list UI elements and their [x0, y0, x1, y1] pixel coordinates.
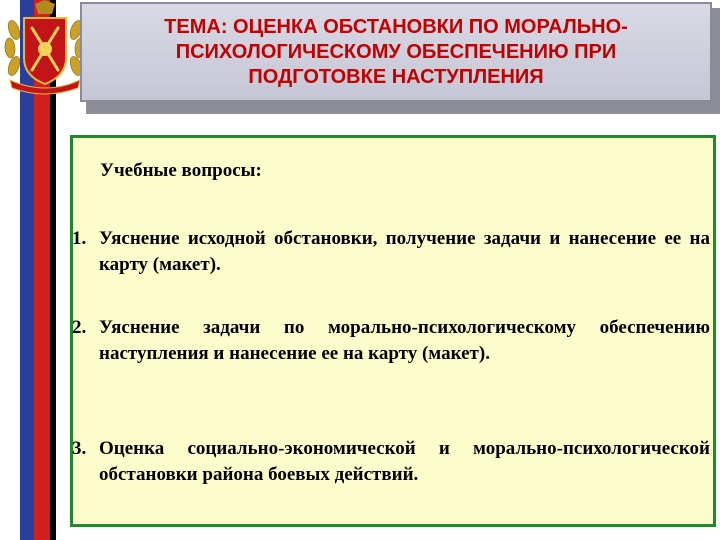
list-item-text: Уяснение исходной обстановки, получение задачи и нанесение ее на карту (макет). — [99, 228, 710, 275]
title-line-2: ПСИХОЛОГИЧЕСКОМУ ОБЕСПЕЧЕНИЮ ПРИ — [175, 40, 617, 63]
lead-heading: Учебные вопросы: — [100, 160, 262, 181]
list-item — [72, 436, 710, 488]
title-line-3: ПОДГОТОВКЕ НАСТУПЛЕНИЯ — [248, 65, 544, 88]
list-item-number: 3. — [72, 438, 87, 459]
list-item-number: 1. — [72, 228, 87, 249]
page-title — [116, 15, 676, 90]
list-item-number: 2. — [72, 317, 87, 338]
title-banner — [80, 2, 712, 102]
title-line-1: ТЕМА: ОЦЕНКА ОБСТАНОВКИ ПО МОРАЛЬНО- — [164, 15, 628, 38]
list-item — [72, 315, 710, 367]
list-item-text: Уяснение задачи по морально-психологическому обеспечению наступления и нанесение ее на карту (макет). — [99, 317, 710, 364]
list-item-text: Оценка социально-экономической и морально-психологической обстановки района боевых действий. — [99, 438, 710, 485]
list-item — [72, 226, 710, 278]
military-emblem-icon — [0, 0, 90, 98]
